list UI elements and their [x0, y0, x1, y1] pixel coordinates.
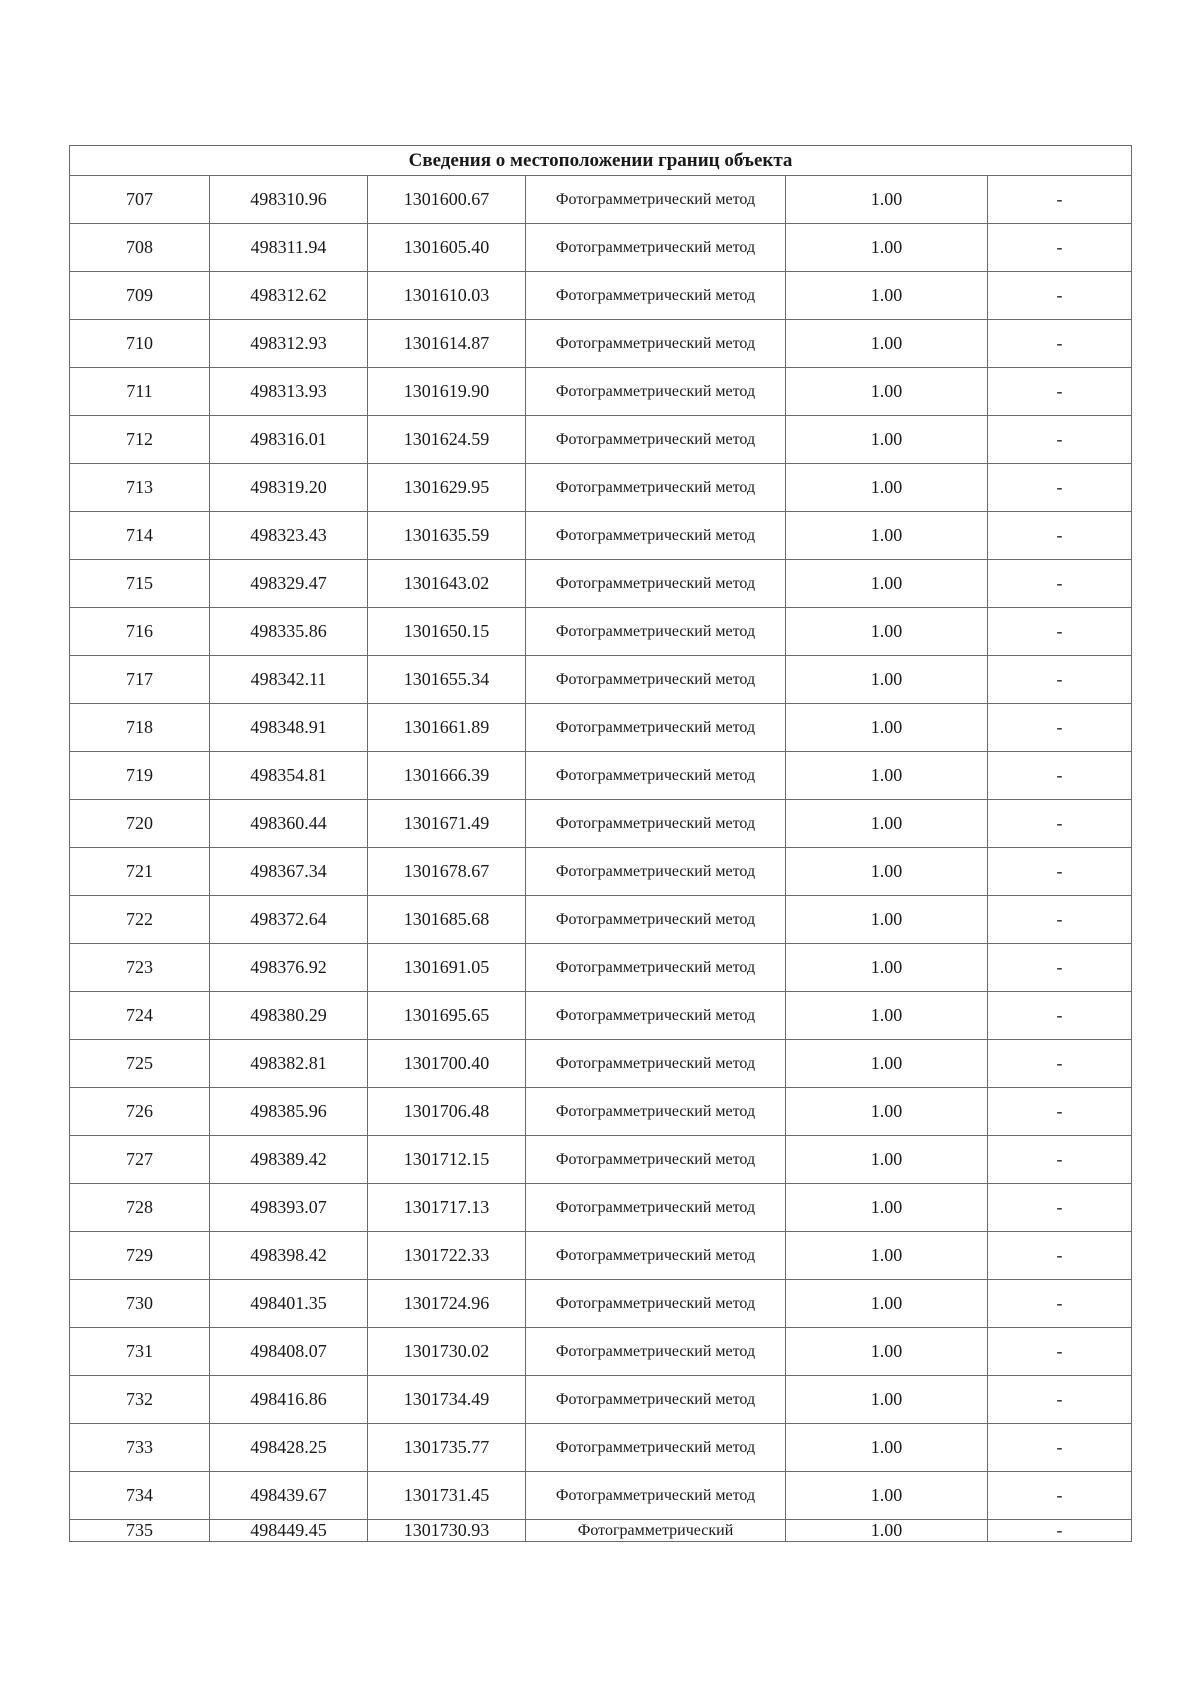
x-coordinate-cell: 498398.42 [210, 1232, 368, 1280]
method-cell: Фотограмметрический метод [526, 752, 786, 800]
accuracy-cell: 1.00 [786, 608, 988, 656]
method-cell: Фотограмметрический метод [526, 848, 786, 896]
table-row [70, 1088, 1132, 1136]
method-cell: Фотограмметрический метод [526, 1088, 786, 1136]
x-coordinate-cell: 498428.25 [210, 1424, 368, 1472]
method-cell: Фотограмметрический метод [526, 368, 786, 416]
accuracy-cell: 1.00 [786, 1280, 988, 1328]
note-cell: - [988, 848, 1132, 896]
table-row [70, 368, 1132, 416]
method-cell: Фотограмметрический метод [526, 1472, 786, 1520]
x-coordinate-cell: 498312.93 [210, 320, 368, 368]
point-number-cell: 726 [70, 1088, 210, 1136]
note-cell: - [988, 1088, 1132, 1136]
table-row [70, 1136, 1132, 1184]
point-number-cell: 735 [70, 1520, 210, 1542]
accuracy-cell: 1.00 [786, 752, 988, 800]
method-cell: Фотограмметрический метод [526, 704, 786, 752]
accuracy-cell: 1.00 [786, 896, 988, 944]
point-number-cell: 715 [70, 560, 210, 608]
table-caption-row [70, 146, 1132, 176]
x-coordinate-cell: 498329.47 [210, 560, 368, 608]
point-number-cell: 725 [70, 1040, 210, 1088]
point-number-cell: 720 [70, 800, 210, 848]
method-cell: Фотограмметрический метод [526, 416, 786, 464]
note-cell: - [988, 1184, 1132, 1232]
x-coordinate-cell: 498382.81 [210, 1040, 368, 1088]
point-number-cell: 712 [70, 416, 210, 464]
point-number-cell: 711 [70, 368, 210, 416]
table-row [70, 1184, 1132, 1232]
note-cell: - [988, 1520, 1132, 1542]
point-number-cell: 718 [70, 704, 210, 752]
table-row [70, 1520, 1132, 1542]
accuracy-cell: 1.00 [786, 656, 988, 704]
method-cell: Фотограмметрический метод [526, 320, 786, 368]
note-cell: - [988, 560, 1132, 608]
x-coordinate-cell: 498311.94 [210, 224, 368, 272]
point-number-cell: 722 [70, 896, 210, 944]
note-cell: - [988, 992, 1132, 1040]
method-cell: Фотограмметрический метод [526, 1184, 786, 1232]
accuracy-cell: 1.00 [786, 1136, 988, 1184]
table-row [70, 464, 1132, 512]
table-row [70, 800, 1132, 848]
point-number-cell: 713 [70, 464, 210, 512]
y-coordinate-cell: 1301635.59 [368, 512, 526, 560]
x-coordinate-cell: 498393.07 [210, 1184, 368, 1232]
table-row [70, 704, 1132, 752]
y-coordinate-cell: 1301666.39 [368, 752, 526, 800]
x-coordinate-cell: 498401.35 [210, 1280, 368, 1328]
note-cell: - [988, 224, 1132, 272]
table-row [70, 560, 1132, 608]
x-coordinate-cell: 498389.42 [210, 1136, 368, 1184]
table-body [70, 176, 1132, 1542]
accuracy-cell: 1.00 [786, 992, 988, 1040]
note-cell: - [988, 416, 1132, 464]
y-coordinate-cell: 1301650.15 [368, 608, 526, 656]
method-cell: Фотограмметрический метод [526, 512, 786, 560]
note-cell: - [988, 176, 1132, 224]
point-number-cell: 731 [70, 1328, 210, 1376]
x-coordinate-cell: 498360.44 [210, 800, 368, 848]
table-row [70, 1424, 1132, 1472]
method-cell: Фотограмметрический метод [526, 1136, 786, 1184]
x-coordinate-cell: 498310.96 [210, 176, 368, 224]
y-coordinate-cell: 1301605.40 [368, 224, 526, 272]
point-number-cell: 707 [70, 176, 210, 224]
accuracy-cell: 1.00 [786, 1520, 988, 1542]
accuracy-cell: 1.00 [786, 1040, 988, 1088]
y-coordinate-cell: 1301706.48 [368, 1088, 526, 1136]
x-coordinate-cell: 498385.96 [210, 1088, 368, 1136]
point-number-cell: 733 [70, 1424, 210, 1472]
accuracy-cell: 1.00 [786, 272, 988, 320]
x-coordinate-cell: 498319.20 [210, 464, 368, 512]
note-cell: - [988, 896, 1132, 944]
point-number-cell: 709 [70, 272, 210, 320]
table-row [70, 512, 1132, 560]
y-coordinate-cell: 1301685.68 [368, 896, 526, 944]
note-cell: - [988, 608, 1132, 656]
y-coordinate-cell: 1301600.67 [368, 176, 526, 224]
y-coordinate-cell: 1301724.96 [368, 1280, 526, 1328]
note-cell: - [988, 704, 1132, 752]
y-coordinate-cell: 1301643.02 [368, 560, 526, 608]
accuracy-cell: 1.00 [786, 176, 988, 224]
point-number-cell: 717 [70, 656, 210, 704]
y-coordinate-cell: 1301730.93 [368, 1520, 526, 1542]
y-coordinate-cell: 1301610.03 [368, 272, 526, 320]
accuracy-cell: 1.00 [786, 800, 988, 848]
accuracy-cell: 1.00 [786, 848, 988, 896]
point-number-cell: 734 [70, 1472, 210, 1520]
note-cell: - [988, 1136, 1132, 1184]
y-coordinate-cell: 1301717.13 [368, 1184, 526, 1232]
accuracy-cell: 1.00 [786, 1184, 988, 1232]
point-number-cell: 710 [70, 320, 210, 368]
method-cell: Фотограмметрический метод [526, 176, 786, 224]
accuracy-cell: 1.00 [786, 464, 988, 512]
note-cell: - [988, 368, 1132, 416]
note-cell: - [988, 1376, 1132, 1424]
y-coordinate-cell: 1301655.34 [368, 656, 526, 704]
point-number-cell: 729 [70, 1232, 210, 1280]
y-coordinate-cell: 1301731.45 [368, 1472, 526, 1520]
accuracy-cell: 1.00 [786, 224, 988, 272]
method-cell: Фотограмметрический метод [526, 464, 786, 512]
y-coordinate-cell: 1301735.77 [368, 1424, 526, 1472]
y-coordinate-cell: 1301712.15 [368, 1136, 526, 1184]
method-cell: Фотограмметрический метод [526, 1040, 786, 1088]
point-number-cell: 714 [70, 512, 210, 560]
x-coordinate-cell: 498372.64 [210, 896, 368, 944]
note-cell: - [988, 1424, 1132, 1472]
y-coordinate-cell: 1301722.33 [368, 1232, 526, 1280]
y-coordinate-cell: 1301614.87 [368, 320, 526, 368]
table-caption: Сведения о местоположении границ объекта [70, 146, 1132, 176]
note-cell: - [988, 1040, 1132, 1088]
table-row [70, 1376, 1132, 1424]
x-coordinate-cell: 498416.86 [210, 1376, 368, 1424]
y-coordinate-cell: 1301629.95 [368, 464, 526, 512]
table-row [70, 272, 1132, 320]
y-coordinate-cell: 1301700.40 [368, 1040, 526, 1088]
y-coordinate-cell: 1301730.02 [368, 1328, 526, 1376]
x-coordinate-cell: 498449.45 [210, 1520, 368, 1542]
note-cell: - [988, 1232, 1132, 1280]
x-coordinate-cell: 498323.43 [210, 512, 368, 560]
method-cell: Фотограмметрический метод [526, 1376, 786, 1424]
point-number-cell: 724 [70, 992, 210, 1040]
method-cell: Фотограмметрический метод [526, 1280, 786, 1328]
table-row [70, 944, 1132, 992]
note-cell: - [988, 1472, 1132, 1520]
x-coordinate-cell: 498316.01 [210, 416, 368, 464]
document-page [69, 145, 1131, 1542]
point-number-cell: 732 [70, 1376, 210, 1424]
x-coordinate-cell: 498376.92 [210, 944, 368, 992]
x-coordinate-cell: 498342.11 [210, 656, 368, 704]
accuracy-cell: 1.00 [786, 1376, 988, 1424]
accuracy-cell: 1.00 [786, 1088, 988, 1136]
accuracy-cell: 1.00 [786, 944, 988, 992]
table-row [70, 1232, 1132, 1280]
x-coordinate-cell: 498348.91 [210, 704, 368, 752]
x-coordinate-cell: 498439.67 [210, 1472, 368, 1520]
accuracy-cell: 1.00 [786, 1424, 988, 1472]
y-coordinate-cell: 1301671.49 [368, 800, 526, 848]
note-cell: - [988, 1280, 1132, 1328]
point-number-cell: 723 [70, 944, 210, 992]
table-row [70, 416, 1132, 464]
method-cell: Фотограмметрический метод [526, 560, 786, 608]
y-coordinate-cell: 1301695.65 [368, 992, 526, 1040]
y-coordinate-cell: 1301691.05 [368, 944, 526, 992]
point-number-cell: 719 [70, 752, 210, 800]
method-cell: Фотограмметрический метод [526, 272, 786, 320]
x-coordinate-cell: 498380.29 [210, 992, 368, 1040]
note-cell: - [988, 512, 1132, 560]
method-cell: Фотограмметрический метод [526, 608, 786, 656]
boundary-coordinates-table [69, 145, 1132, 1542]
note-cell: - [988, 320, 1132, 368]
method-cell: Фотограмметрический метод [526, 896, 786, 944]
method-cell: Фотограмметрический метод [526, 1424, 786, 1472]
method-cell: Фотограмметрический метод [526, 992, 786, 1040]
table-row [70, 1472, 1132, 1520]
accuracy-cell: 1.00 [786, 1328, 988, 1376]
accuracy-cell: 1.00 [786, 1232, 988, 1280]
table-row [70, 224, 1132, 272]
table-row [70, 1328, 1132, 1376]
y-coordinate-cell: 1301678.67 [368, 848, 526, 896]
table-row [70, 1040, 1132, 1088]
point-number-cell: 728 [70, 1184, 210, 1232]
note-cell: - [988, 800, 1132, 848]
table-row [70, 896, 1132, 944]
accuracy-cell: 1.00 [786, 416, 988, 464]
point-number-cell: 708 [70, 224, 210, 272]
y-coordinate-cell: 1301619.90 [368, 368, 526, 416]
note-cell: - [988, 656, 1132, 704]
method-cell: Фотограмметрический метод [526, 1328, 786, 1376]
note-cell: - [988, 752, 1132, 800]
method-cell: Фотограмметрический метод [526, 224, 786, 272]
point-number-cell: 716 [70, 608, 210, 656]
x-coordinate-cell: 498312.62 [210, 272, 368, 320]
note-cell: - [988, 464, 1132, 512]
y-coordinate-cell: 1301734.49 [368, 1376, 526, 1424]
point-number-cell: 730 [70, 1280, 210, 1328]
method-cell: Фотограмметрический метод [526, 656, 786, 704]
x-coordinate-cell: 498367.34 [210, 848, 368, 896]
table-row [70, 320, 1132, 368]
accuracy-cell: 1.00 [786, 560, 988, 608]
method-cell: Фотограмметрический метод [526, 800, 786, 848]
method-cell: Фотограмметрический [526, 1520, 786, 1542]
table-row [70, 608, 1132, 656]
accuracy-cell: 1.00 [786, 320, 988, 368]
table-row [70, 752, 1132, 800]
y-coordinate-cell: 1301624.59 [368, 416, 526, 464]
method-cell: Фотограмметрический метод [526, 944, 786, 992]
table-row [70, 848, 1132, 896]
accuracy-cell: 1.00 [786, 368, 988, 416]
x-coordinate-cell: 498408.07 [210, 1328, 368, 1376]
table-row [70, 992, 1132, 1040]
method-cell: Фотограмметрический метод [526, 1232, 786, 1280]
table-row [70, 176, 1132, 224]
x-coordinate-cell: 498313.93 [210, 368, 368, 416]
note-cell: - [988, 1328, 1132, 1376]
y-coordinate-cell: 1301661.89 [368, 704, 526, 752]
x-coordinate-cell: 498354.81 [210, 752, 368, 800]
note-cell: - [988, 944, 1132, 992]
accuracy-cell: 1.00 [786, 704, 988, 752]
x-coordinate-cell: 498335.86 [210, 608, 368, 656]
accuracy-cell: 1.00 [786, 512, 988, 560]
note-cell: - [988, 272, 1132, 320]
accuracy-cell: 1.00 [786, 1472, 988, 1520]
point-number-cell: 727 [70, 1136, 210, 1184]
table-row [70, 1280, 1132, 1328]
point-number-cell: 721 [70, 848, 210, 896]
table-row [70, 656, 1132, 704]
